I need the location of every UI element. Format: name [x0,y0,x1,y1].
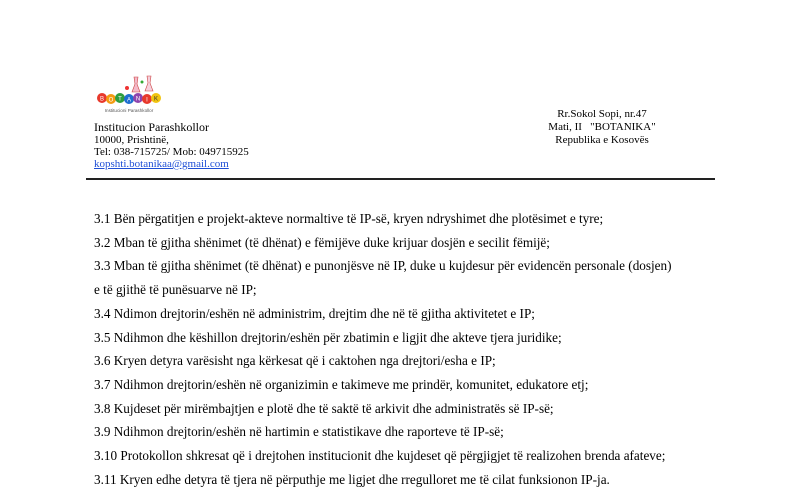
duties-list [94,207,724,491]
list-item: 3.7 Ndihmon drejtorin/eshën në organizimin e takimeve me prindër, komunitet, edukatore etj; [94,376,589,392]
address-line: 10000, Prishtinë, [94,134,169,146]
svg-text:I: I [146,97,148,104]
svg-text:Institucioni Parashkollor: Institucioni Parashkollor [104,108,154,113]
country-line: Republika e Kosovës [555,134,649,146]
street-line: Rr.Sokol Sopi, nr.47 [557,108,647,120]
phone-line: Tel: 038-715725/ Mob: 049715925 [94,146,249,158]
svg-text:B: B [99,96,105,103]
institution-name: Institucion Parashkollor [94,120,209,134]
svg-text:A: A [126,97,132,104]
address-block [522,108,682,147]
botanika-logo [94,74,166,118]
list-item: 3.10 Protokollon shkresat që i drejtohen institucionit dhe kujdeset që përgjigjet të realizohen brenda afateve; [94,448,666,464]
list-item: 3.3 Mban të gjitha shënimet (të dhënat) e punonjësve në IP, duke u kujdesur për evidencën personale (dosjen) [94,258,672,274]
list-item: e të gjithë të punësuarve në IP; [94,282,257,298]
email-link[interactable]: kopshti.botanikaa@gmail.com [94,158,229,170]
svg-text:O: O [108,97,114,104]
list-item: 3.1 Bën përgatitjen e projekt-akteve normaltive të IP-së, kryen ndryshimet dhe plotësimet e tyre; [94,211,604,226]
list-item: 3.4 Ndimon drejtorin/eshën në administrim, drejtim dhe në të gjitha aktivitetet e IP; [94,305,535,321]
list-item: 3.6 Kryen detyra varësisht nga kërkesat që i caktohen nga drejtori/esha e IP; [94,353,496,369]
list-item: 3.11 Kryen edhe detyra të tjera në përputhje me ligjet dhe rregulloret me të cilat funksionon IP-ja. [94,471,610,487]
location-line: Mati, II "BOTANIKA" [548,121,656,133]
sender-info [94,121,249,170]
list-item: 3.9 Ndihmon drejtorin/eshën në hartimin e statistikave dhe raporteve të IP-së; [94,424,504,440]
svg-text:N: N [135,96,141,103]
svg-text:K: K [153,96,159,103]
list-item: 3.5 Ndihmon dhe këshillon drejtorin/eshën për zbatimin e ligjit dhe akteve tjera juridike; [94,329,562,345]
header-divider [86,178,715,180]
svg-text:T: T [118,96,122,103]
list-item: 3.8 Kujdeset për mirëmbajtjen e plotë dhe të saktë të arkivit dhe administratës së IP-së; [94,400,554,416]
list-item: 3.2 Mban të gjitha shënimet (të dhënat) e fëmijëve duke krijuar dosjën e secilit fëmijë; [94,234,550,250]
